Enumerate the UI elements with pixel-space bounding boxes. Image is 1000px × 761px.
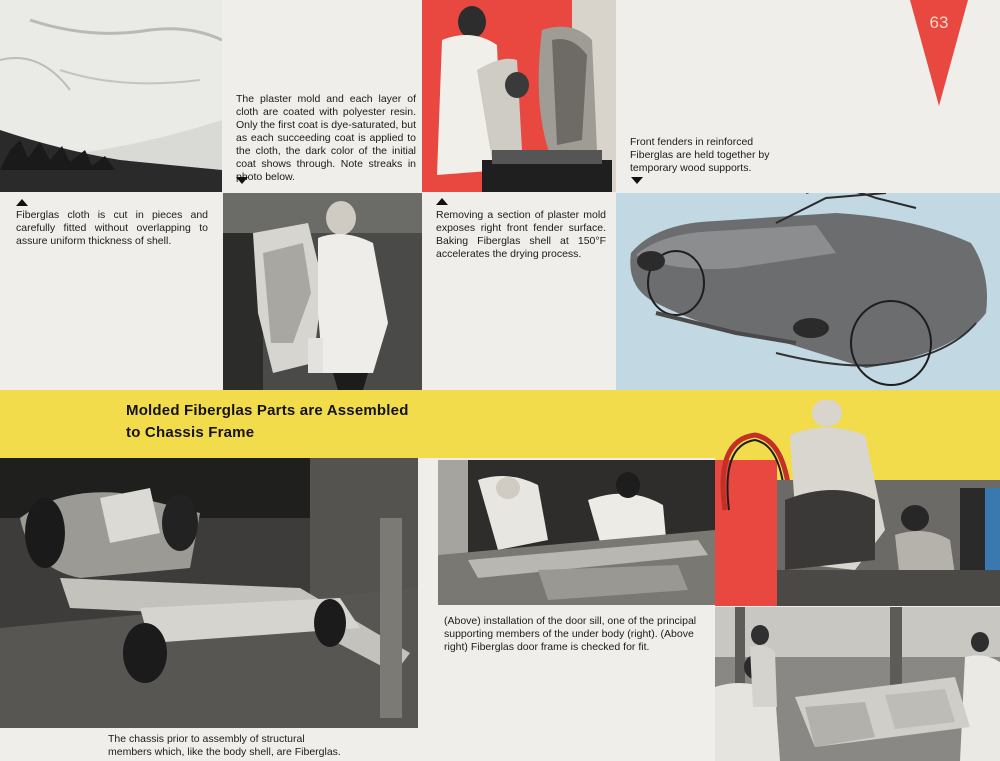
arrow-down-icon [631, 177, 643, 184]
photo-body-assembly [715, 607, 1000, 761]
arrow-up-icon [436, 198, 448, 205]
caption-front-fenders: Front fenders in reinforced Fiberglas are held together by temporary wood supports. [630, 136, 770, 174]
page-number: 63 [929, 13, 949, 32]
section-heading-line1: Molded Fiberglas Parts are Assembled [126, 402, 409, 419]
arrow-up-icon [16, 199, 28, 206]
arrow-down-icon [236, 177, 248, 184]
caption-cloth-cut: Fiberglas cloth is cut in pieces and carefully fitted without overlapping to assure uniform thickness of shell. [16, 209, 208, 247]
photo-chassis [0, 458, 418, 728]
section-heading-line2: to Chassis Frame [126, 424, 255, 441]
photo-fiberglas-cloth [0, 0, 222, 192]
caption-plaster-resin: The plaster mold and each layer of cloth are coated with polyester resin. Only the first coat is dye-saturated, but as each succeeding coat is applied to the cloth, the dark color of the initial coat shows through. Note streaks in photo below. [236, 93, 416, 183]
caption-removing-section: Removing a section of plaster mold exposes right front fender surface. Baking Fiberglas shell at 150°F accelerates the drying process. [436, 209, 606, 260]
photo-door-frame [715, 400, 1000, 606]
caption-door-sill: (Above) installation of the door sill, one of the principal supporting members of the under body (right). (Above right) Fiberglas door frame is checked for fit. [444, 615, 697, 653]
photo-removing-mold [422, 0, 616, 192]
photo-fiberglas-shell [616, 193, 1000, 390]
photo-coating-mold [223, 193, 422, 390]
caption-chassis: The chassis prior to assembly of structural members which, like the body shell, are Fiberglas. [108, 733, 341, 758]
photo-door-sill [438, 460, 715, 605]
